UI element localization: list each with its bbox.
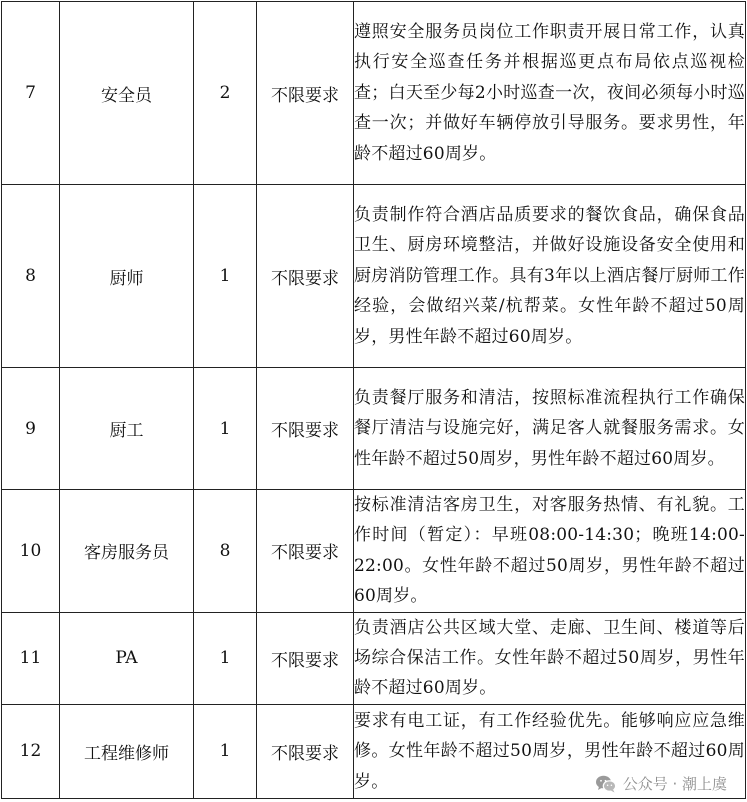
job-description: 负责酒店公共区域大堂、走廊、卫生间、楼道等后场综合保洁工作。女性年龄不超过50周岁，男性年龄不超过60周岁。 bbox=[354, 612, 746, 704]
table-row bbox=[2, 2, 746, 185]
table-row bbox=[2, 368, 746, 490]
headcount: 1 bbox=[194, 368, 257, 490]
education-requirement: 不限要求 bbox=[257, 368, 354, 490]
job-description: 按标准清洁客房卫生，对客服务热情、有礼貌。工作时间（暂定）：早班08:00-14:30；晚班14:00-22:00。女性年龄不超过50周岁，男性年龄不超过60周岁。 bbox=[354, 490, 746, 613]
watermark-text: 公众号 · 潮上虞 bbox=[622, 775, 727, 793]
headcount: 1 bbox=[194, 612, 257, 704]
job-title: 安全员 bbox=[60, 2, 194, 185]
job-description: 负责制作符合酒店品质要求的餐饮食品，确保食品卫生、厨房环境整洁，并做好设施设备安全使用和厨房消防管理工作。具有3年以上酒店餐厅厨师工作经验，会做绍兴菜/杭帮菜。女性年龄不超过50周岁，男性年龄不超过60周岁。 bbox=[354, 185, 746, 368]
table-row bbox=[2, 185, 746, 368]
row-number: 10 bbox=[2, 490, 60, 613]
job-description: 遵照安全服务员岗位工作职责开展日常工作，认真执行安全巡查任务并根据巡更点布局依点巡视检查；白天至少每2小时巡查一次，夜间必须每小时巡查一次；并做好车辆停放引导服务。要求男性，年龄不超过60周岁。 bbox=[354, 2, 746, 185]
education-requirement: 不限要求 bbox=[257, 185, 354, 368]
row-number: 8 bbox=[2, 185, 60, 368]
row-number: 11 bbox=[2, 612, 60, 704]
row-number: 9 bbox=[2, 368, 60, 490]
row-number: 7 bbox=[2, 2, 60, 185]
job-title: 厨工 bbox=[60, 368, 194, 490]
headcount: 1 bbox=[194, 704, 257, 798]
job-title: 工程维修师 bbox=[60, 704, 194, 798]
education-requirement: 不限要求 bbox=[257, 612, 354, 704]
headcount: 1 bbox=[194, 185, 257, 368]
job-description: 负责餐厅服务和清洁，按照标准流程执行工作确保餐厅清洁与设施完好，满足客人就餐服务需求。女性年龄不超过50周岁，男性年龄不超过60周岁。 bbox=[354, 368, 746, 490]
wechat-icon bbox=[595, 774, 617, 794]
table-row bbox=[2, 612, 746, 704]
table-row bbox=[2, 490, 746, 613]
job-title: PA bbox=[60, 612, 194, 704]
job-description: 要求有电工证，有工作经验优先。能够响应应急维修。女性年龄不超过50周岁，男性年龄不超过60周岁。 bbox=[354, 704, 746, 798]
headcount: 8 bbox=[194, 490, 257, 613]
job-title: 厨师 bbox=[60, 185, 194, 368]
headcount: 2 bbox=[194, 2, 257, 185]
education-requirement: 不限要求 bbox=[257, 704, 354, 798]
watermark bbox=[595, 773, 727, 794]
row-number: 12 bbox=[2, 704, 60, 798]
education-requirement: 不限要求 bbox=[257, 2, 354, 185]
job-title: 客房服务员 bbox=[60, 490, 194, 613]
job-table bbox=[1, 1, 746, 799]
education-requirement: 不限要求 bbox=[257, 490, 354, 613]
